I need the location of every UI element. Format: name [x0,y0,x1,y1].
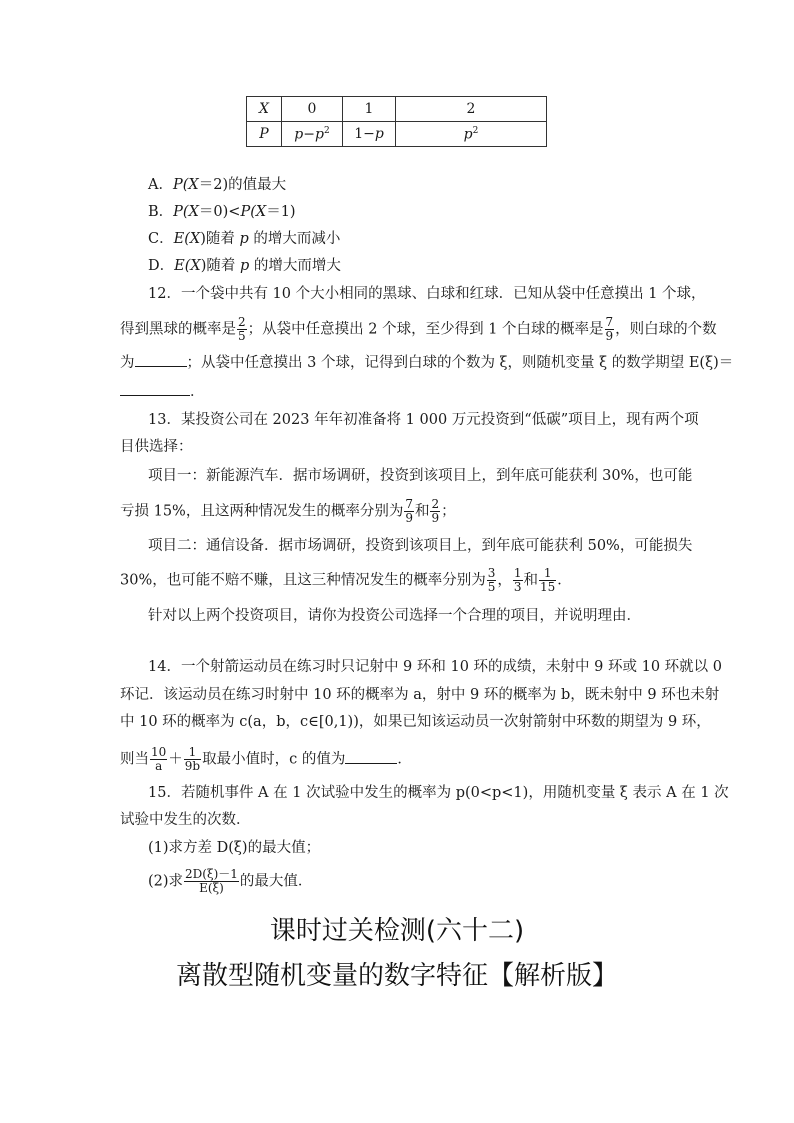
table-header-p: P [247,122,282,147]
option-c: C．E(X)随着 p 的增大而减小 [148,231,341,247]
section-title: 课时过关检测(六十二) [269,916,525,946]
table-cell: 1−p [343,122,396,147]
q12-line: 为 ；从袋中任意摸出 3 个球，记得到白球的个数为 ξ，则随机变量 ξ 的数学期望 E(ξ)＝ [120,352,733,373]
fraction: $\frac{7}{9}$ [605,315,614,343]
fraction: $\frac{3}{5}$ [487,566,496,594]
table-cell: $p-p^2$ [282,122,343,147]
q15-line: 15．若随机事件 A 在 1 次试验中发生的概率为 p(0<p<1)，用随机变量 ξ 表示 A 在 1 次 [148,785,729,801]
q13-line: 针对以上两个投资项目，请你为投资公司选择一个合理的项目，并说明理由． [148,608,641,624]
fraction: $\frac{1}{9b}$ [184,745,201,773]
q13-line: 项目一：新能源汽车．据市场调研，投资到该项目上，到年底可能获利 30%，也可能 [148,468,693,484]
q13-line: 30%，也可能不赔不赚，且这三种情况发生的概率分别为 $\frac{3}{5}$ ， $\frac{1}{3}$ 和 $\frac{1}{15}$ ． [120,566,572,594]
fraction: $\frac{10}{a}$ [151,745,167,773]
q14-line: 环记．该运动员在练习时射中 10 环的概率为 a，射中 9 环的概率为 b，既未射中 9 环也未射 [120,687,720,703]
answer-blank [120,381,190,396]
section-subtitle: 离散型随机变量的数字特征【解析版】 [175,961,618,991]
distribution-table [246,96,547,147]
table-cell: 1 [343,97,396,122]
q12-line: 得到黑球的概率是 $\frac{2}{5}$ ；从袋中任意摸出 2 个球，至少得到 1 个白球的概率是 $\frac{7}{9}$ ，则白球的个数 [120,315,717,343]
fraction: $\frac{2D(\xi)-1}{E(\xi)}$ [185,867,238,895]
q15-line: (2)求 $\frac{2D(\xi)-1}{E(\xi)}$ 的最大值． [148,867,313,895]
q15-line: (1)求方差 D(ξ)的最大值； [148,840,321,856]
table-header-x: X [247,97,282,122]
q14-line: 则当 $\frac{10}{a}$ ＋ $\frac{1}{9b}$ 取最小值时，c 的值为 ． [120,745,412,773]
fraction: $\frac{7}{9}$ [405,497,413,525]
answer-blank [345,749,397,764]
q12-line: 12．一个袋中共有 10 个大小相同的黑球、白球和红球．已知从袋中任意摸出 1 个球， [148,286,706,302]
q13-line: 13．某投资公司在 2023 年年初准备将 1 000 万元投资到“低碳”项目上，现有两个项 [148,412,699,428]
q13-line: 亏损 15%，且这两种情况发生的概率分别为 $\frac{7}{9}$ 和 $\frac{2}{9}$ ； [120,497,456,525]
fraction: $\frac{1}{3}$ [513,566,522,594]
q12-line: ． [120,381,205,402]
q13-line: 目供选择： [120,439,193,455]
answer-blank [135,352,187,367]
table-row [247,122,547,147]
option-a: A．P(X＝2)的值最大 [148,177,287,193]
table-row [247,97,547,122]
table-cell: 2 [396,97,547,122]
q14-line: 14．一个射箭运动员在练习时只记射中 9 环和 10 环的成绩，未射中 9 环或 10 环就以 0 [148,659,723,675]
table-cell: $p^2$ [396,122,547,147]
option-d: D．E(X)随着 p 的增大而增大 [148,258,341,274]
q15-line: 试验中发生的次数． [120,812,251,828]
fraction: $\frac{2}{9}$ [431,497,440,525]
fraction: $\frac{2}{5}$ [238,315,246,343]
q13-line: 项目二：通信设备．据市场调研，投资到该项目上，到年底可能获利 50%，可能损失 [148,538,693,554]
option-b: B．P(X＝0)<P(X＝1) [148,204,296,220]
fraction: $\frac{1}{15}$ [540,566,556,594]
q14-line: 中 10 环的概率为 c(a，b，c∈[0,1))，如果已知该运动员一次射箭射中环数的期望为 9 环， [120,714,711,730]
table-cell: 0 [282,97,343,122]
